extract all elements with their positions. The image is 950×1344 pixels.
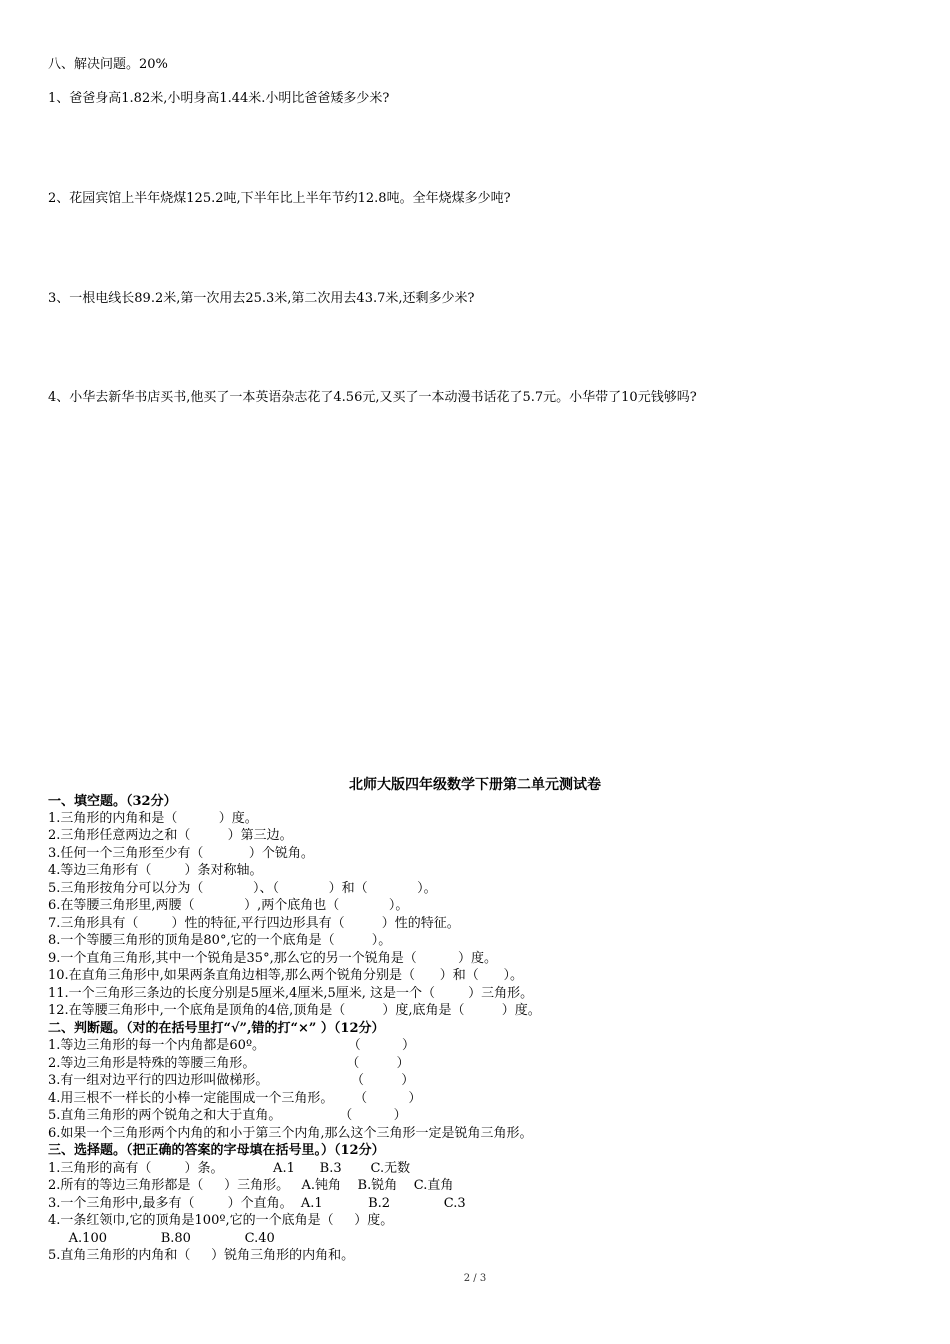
test-title: 北师大版四年级数学下册第二单元测试卷 (349, 777, 601, 793)
part1-item: 10.在直角三角形中,如果两条直角边相等,那么两个锐角分别是（ ）和（ ）。 (48, 968, 524, 983)
question-1: 1、爸爸身高1.82米,小明身高1.44米.小明比爸爸矮多少米? (48, 91, 390, 106)
part3-options: A.100 B.80 C.40 (48, 1231, 275, 1246)
part3-heading: 三、选择题。（把正确的答案的字母填在括号里。）（12分） (48, 1143, 385, 1158)
part2-heading: 二、判断题。（对的在括号里打“√”,错的打“×” ）（12分） (48, 1021, 385, 1036)
part1-heading: 一、填空题。（32分） (48, 794, 177, 809)
part3-item: 4.一条红领巾,它的顶角是100º,它的一个底角是（ ）度。 (48, 1213, 394, 1228)
part2-item: 4.用三根不一样长的小棒一定能围成一个三角形。 （ ） (48, 1091, 422, 1106)
section8-heading: 八、解决问题。20% (48, 57, 168, 72)
part1-item: 5.三角形按角分可以分为（ ）、（ ）和（ ）。 (48, 881, 437, 896)
part1-item: 1.三角形的内角和是（ ）度。 (48, 811, 258, 826)
question-3: 3、一根电线长89.2米,第一次用去25.3米,第二次用去43.7米,还剩多少米? (48, 291, 475, 306)
part3-item: 2.所有的等边三角形都是（ ）三角形。 A.钝角 B.锐角 C.直角 (48, 1178, 454, 1193)
part3-item: 3.一个三角形中,最多有（ ）个直角。 A.1 B.2 C.3 (48, 1196, 466, 1211)
part1-item: 3.任何一个三角形至少有（ ）个锐角。 (48, 846, 314, 861)
part1-item: 12.在等腰三角形中,一个底角是顶角的4倍,顶角是（ ）度,底角是（ ）度。 (48, 1003, 541, 1018)
part2-item: 5.直角三角形的两个锐角之和大于直角。 （ ） (48, 1108, 407, 1123)
part1-item: 6.在等腰三角形里,两腰（ ）,两个底角也（ ）。 (48, 898, 409, 913)
part2-item: 6.如果一个三角形两个内角的和小于第三个内角,那么这个三角形一定是锐角三角形。 (48, 1126, 533, 1141)
part1-item: 9.一个直角三角形,其中一个锐角是35°,那么它的另一个锐角是（ ）度。 (48, 951, 498, 966)
part2-item: 2.等边三角形是特殊的等腰三角形。 （ ） (48, 1056, 410, 1071)
part1-item: 8.一个等腰三角形的顶角是80°,它的一个底角是（ ）。 (48, 933, 392, 948)
page-number: 2 / 3 (463, 1273, 487, 1284)
part3-item: 1.三角形的高有（ ）条。 A.1 B.3 C.无数 (48, 1161, 411, 1176)
part1-item: 4.等边三角形有（ ）条对称轴。 (48, 863, 263, 878)
question-2: 2、花园宾馆上半年烧煤125.2吨,下半年比上半年节约12.8吨。全年烧煤多少吨? (48, 191, 511, 206)
part1-item: 2.三角形任意两边之和（ ）第三边。 (48, 828, 293, 843)
part1-item: 11.一个三角形三条边的长度分别是5厘米,4厘米,5厘米, 这是一个（ ）三角形。 (48, 986, 534, 1001)
part1-item: 7.三角形具有（ ）性的特征,平行四边形具有（ ）性的特征。 (48, 916, 460, 931)
part2-item: 1.等边三角形的每一个内角都是60º。 （ ） (48, 1038, 416, 1053)
part3-item: 5.直角三角形的内角和（ ）锐角三角形的内角和。 (48, 1248, 355, 1263)
part2-item: 3.有一组对边平行的四边形叫做梯形。 （ ） (48, 1073, 415, 1088)
question-4: 4、小华去新华书店买书,他买了一本英语杂志花了4.56元,又买了一本动漫书话花了5.7元。小华带了10元钱够吗? (48, 390, 697, 405)
